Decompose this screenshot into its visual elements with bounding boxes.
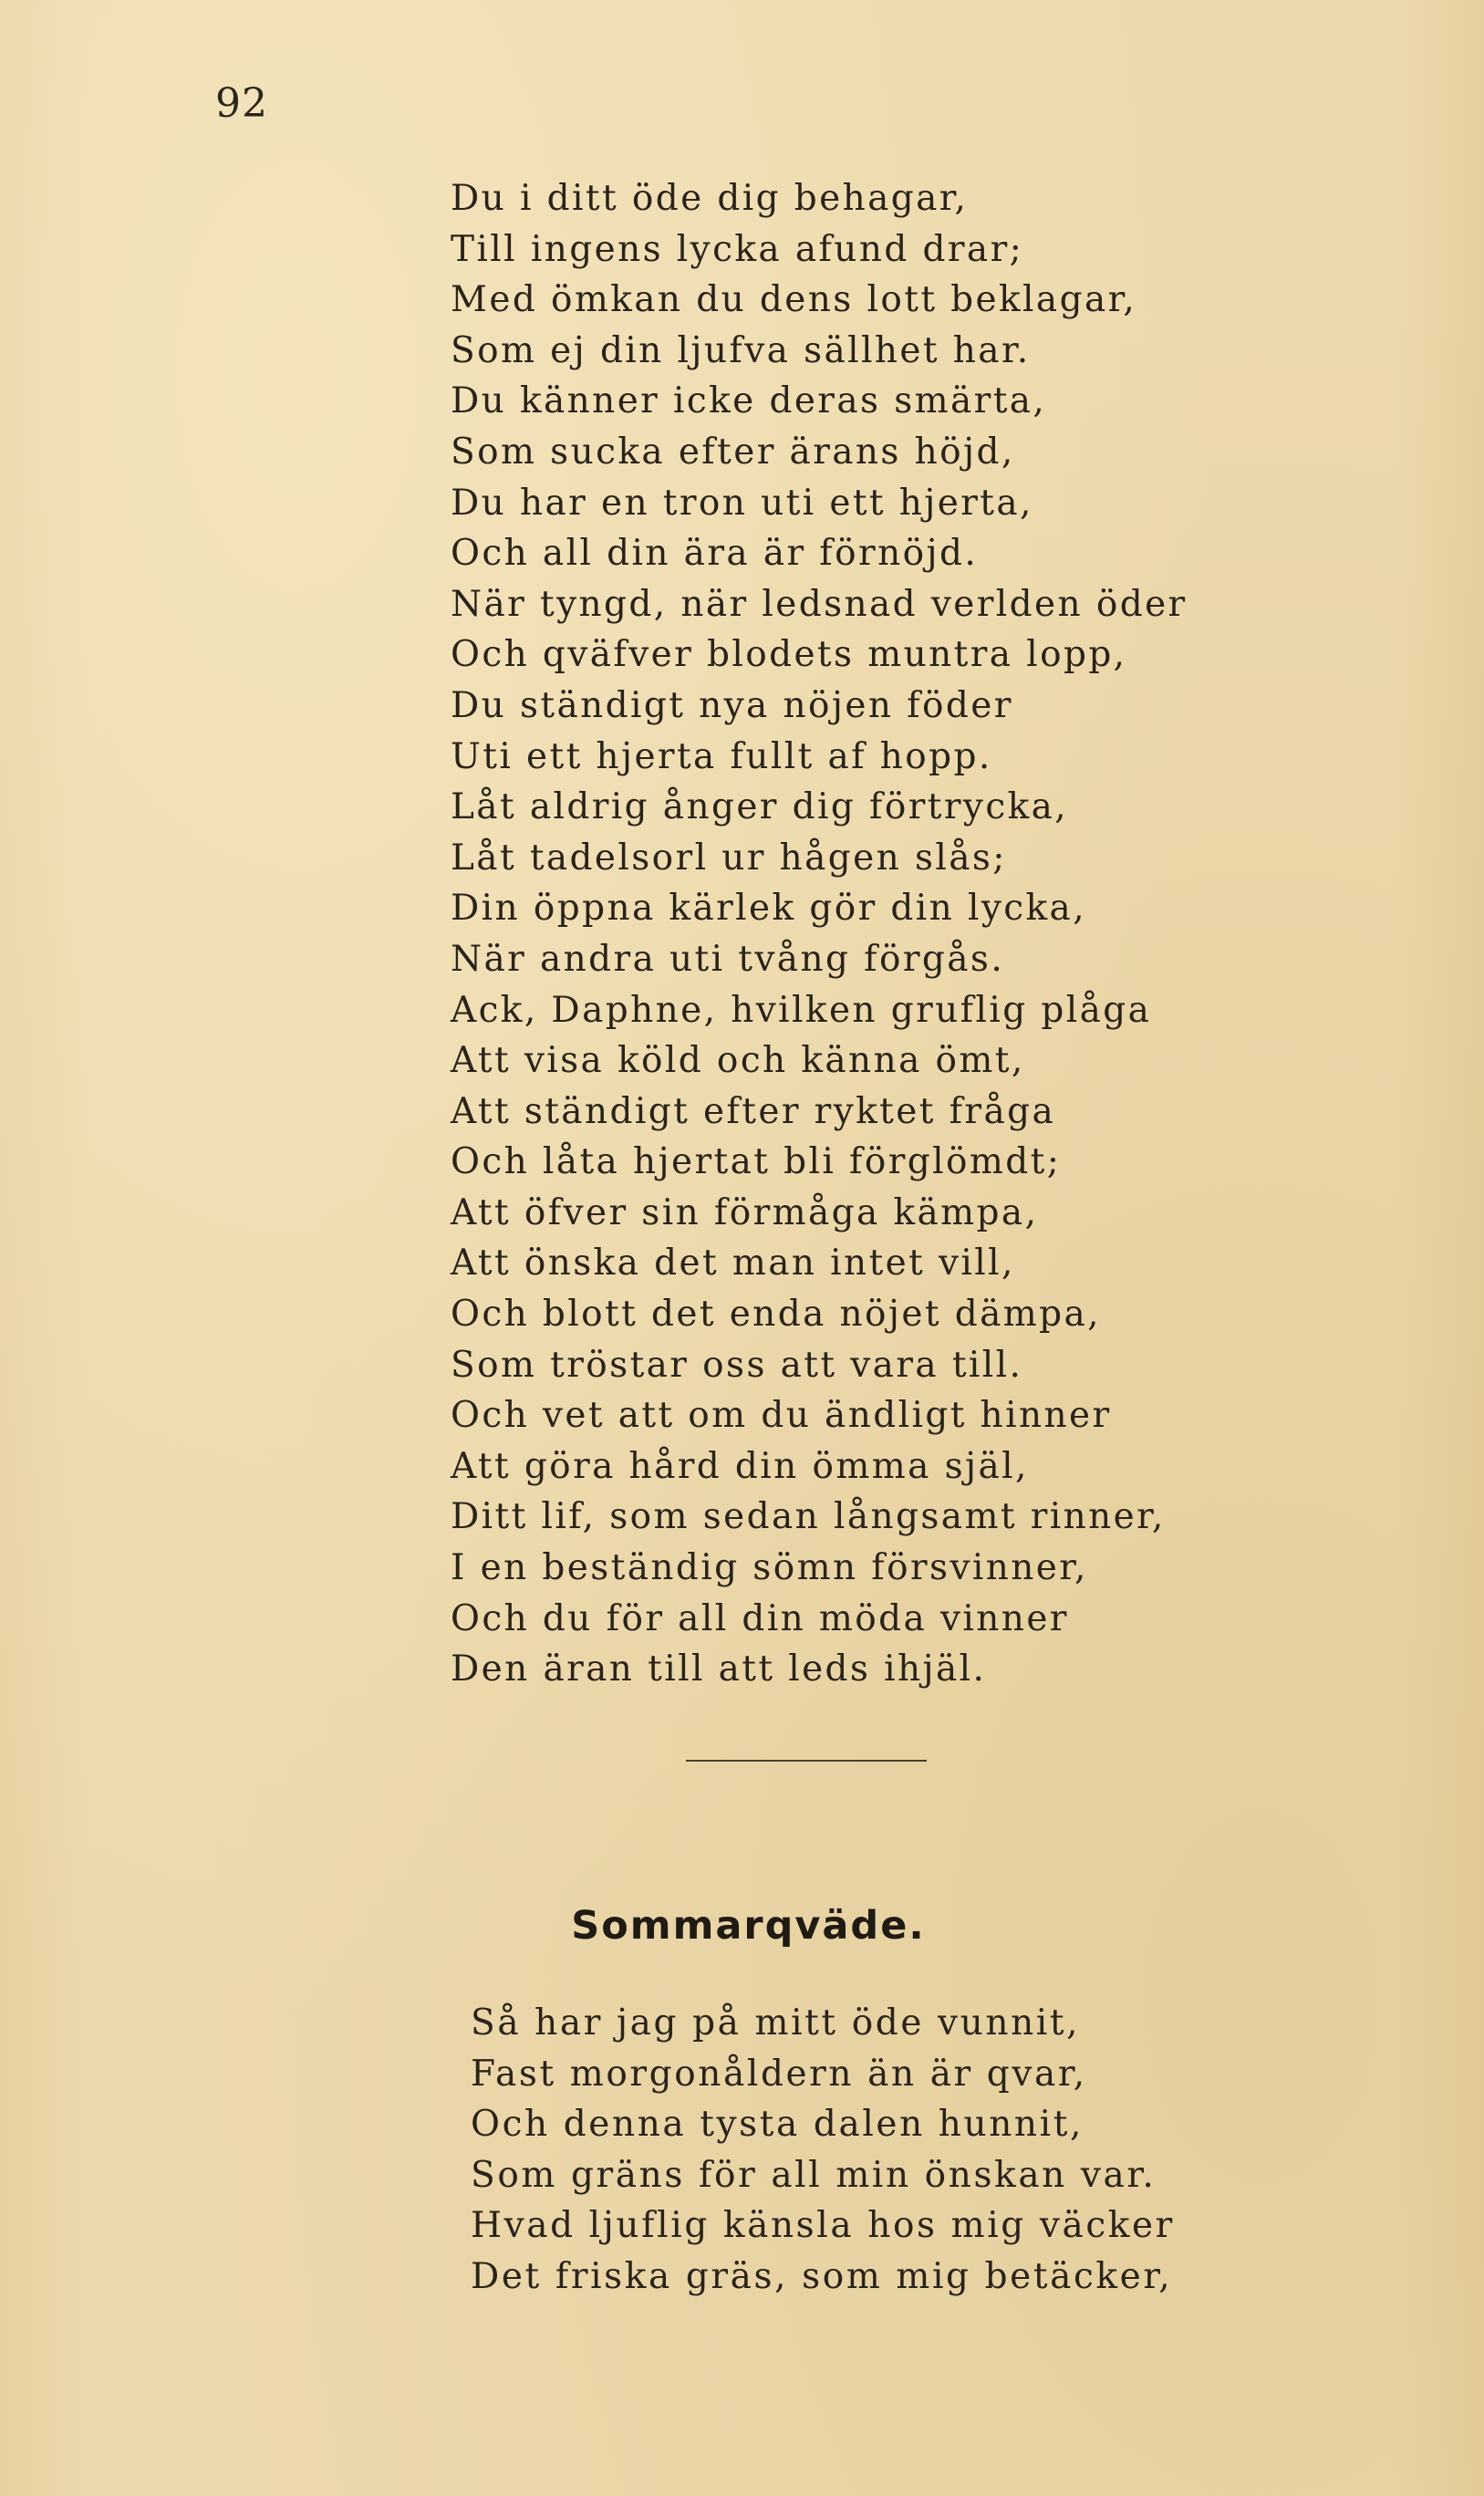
verse-line: Och qväfver blodets muntra lopp, [451,634,1127,676]
verse-line: Som tröstar oss att vara till. [451,1344,1023,1386]
verse-line: Hvad ljuflig känsla hos mig väcker [471,2205,1175,2247]
verse-line: Och blott det enda nöjet dämpa, [451,1294,1101,1336]
poem-title: Sommarqväde. [571,1903,926,1949]
poem-continued-lines [451,173,1188,1695]
verse-line: Du ständigt nya nöjen föder [451,684,1013,726]
verse-line: Fast morgonåldern än är qvar, [471,2053,1087,2095]
verse-line: Du känner icke deras smärta, [451,380,1047,422]
verse-line: Att öfver sin förmåga kämpa, [451,1191,1039,1233]
verse-line: Som sucka efter ärans höjd, [451,431,1015,473]
verse-line: Att ständigt efter ryktet fråga [451,1090,1056,1132]
verse-line: Till ingens lycka afund drar; [451,228,1024,270]
verse-line: Du har en tron uti ett hjerta, [451,482,1033,524]
verse-line: Så har jag på mitt öde vunnit, [471,2002,1081,2044]
verse-line: Som gräns för all min önskan var. [471,2154,1157,2196]
verse-line: Ack, Daphne, hvilken gruflig plåga [451,989,1152,1031]
section-divider [686,1760,927,1762]
next-poem-lines [471,1998,1175,2303]
verse-line: Låt tadelsorl ur hågen slås; [451,837,1007,879]
verse-line: Med ömkan du dens lott beklagar, [451,279,1137,321]
verse-line: Du i ditt öde dig behagar, [451,178,969,219]
verse-line: Den äran till att leds ihjäl. [451,1648,987,1690]
verse-line: Det friska gräs, som mig betäcker, [471,2255,1173,2297]
verse-line: Och denna tysta dalen hunnit, [471,2104,1084,2146]
verse-line: Och vet att om du ändligt hinner [451,1395,1112,1437]
verse-line: Ditt lif, som sedan långsamt rinner, [451,1496,1166,1538]
verse-line: Att visa köld och känna ömt, [451,1040,1025,1082]
verse-line: Och all din ära är förnöjd. [451,533,979,575]
verse-line: När andra uti tvång förgås. [451,938,1005,980]
verse-line: Att önska det man intet vill, [451,1243,1015,1284]
verse-line: Att göra hård din ömma själ, [451,1445,1029,1487]
verse-line: Din öppna kärlek gör din lycka, [451,888,1087,930]
verse-line: När tyngd, när ledsnad verlden öder [451,583,1188,625]
verse-line: Och låta hjertat bli förglömdt; [451,1141,1062,1183]
verse-line: Uti ett hjerta fullt af hopp. [451,735,992,777]
verse-line: Som ej din ljufva sällhet har. [451,329,1031,371]
verse-line: Låt aldrig ånger dig förtrycka, [451,786,1069,828]
verse-line: Och du för all din möda vinner [451,1597,1069,1639]
page-number: 92 [215,80,268,127]
verse-line: I en beständig sömn försvinner, [451,1547,1088,1589]
